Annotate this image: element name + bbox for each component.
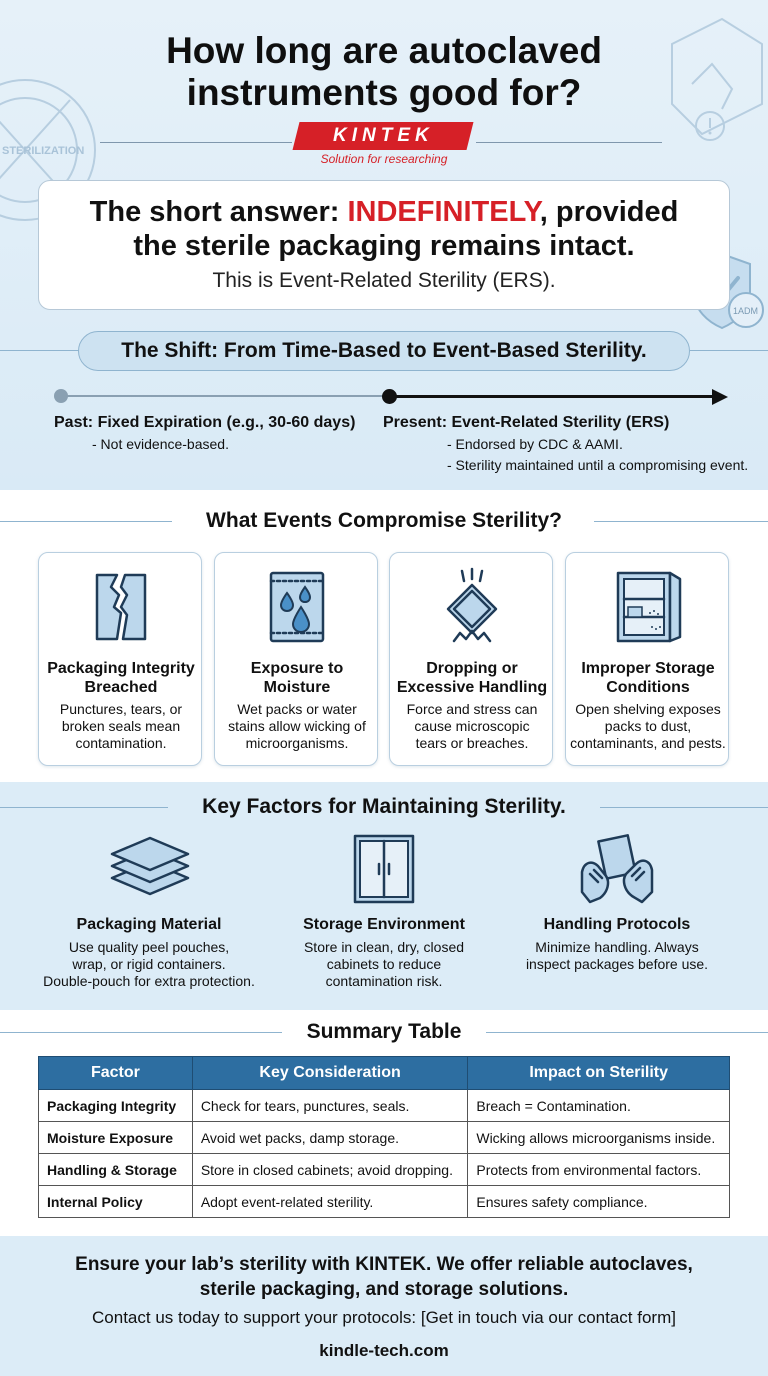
brand-name: KINTEK [332,125,434,146]
table-row [39,1186,730,1218]
factor-desc-line-3: Double-pouch for extra protection. [43,973,255,989]
event-desc-line-3: contamination. [75,735,167,751]
event-desc-line-2: cause microscopic [414,718,530,734]
timeline-present-title: Present: Event-Related Sterility (ERS) [383,414,670,431]
event-card-storage [565,552,729,766]
factor-description [24,939,274,990]
table-cell: Protects from environmental factors. [468,1154,730,1186]
event-title [570,659,726,697]
event-title-line-2: Moisture [263,679,331,696]
table-row [39,1154,730,1186]
event-title [394,659,550,697]
short-answer-prefix: The short answer: [89,196,348,228]
closed-cabinet-icon [339,832,429,908]
timeline-present-dot [382,389,397,404]
brand-tagline: Solution for researching [320,152,448,166]
column-header: Impact on Sterility [468,1057,730,1090]
table-cell: Handling & Storage [39,1154,193,1186]
table-cell: Store in closed cabinets; avoid dropping. [192,1154,468,1186]
factors-heading: Key Factors for Maintaining Sterility. [202,795,566,818]
svg-text:STERILIZATION: STERILIZATION [2,145,85,157]
timeline-past-segment [62,395,390,397]
footer-website-link[interactable]: kindle-tech.com [319,1341,449,1360]
table-cell: Wicking allows microorganisms inside. [468,1122,730,1154]
event-description [570,701,726,752]
table-row [39,1090,730,1122]
event-title-line-1: Dropping or [426,660,518,677]
ers-definition: This is Event-Related Sterility (ERS). [212,269,556,292]
table-cell: Packaging Integrity [39,1090,193,1122]
factor-description [492,939,742,973]
event-desc-line-3: microorganisms. [245,735,349,751]
event-title-line-2: Excessive Handling [396,679,548,696]
stacked-pouches-icon [104,832,194,908]
factor-desc-line-3: contamination risk. [325,973,443,989]
table-cell: Ensures safety compliance. [468,1186,730,1218]
water-drops-pouch-icon [257,567,337,647]
event-desc-line-3: tears or breaches. [415,735,529,751]
timeline-past-title: Past: Fixed Expiration (e.g., 30-60 days) [54,414,356,431]
event-card-moisture [214,552,378,766]
column-header: Factor [39,1057,193,1090]
table-header-row [39,1057,730,1090]
page-title-line-2: instruments good for? [186,72,582,113]
table-row [39,1122,730,1154]
shift-divider-left [0,350,80,351]
svg-text:1ADM: 1ADM [733,306,759,316]
event-description [394,701,550,752]
event-title-line-1: Improper Storage [581,660,715,677]
summary-table [38,1056,730,1218]
short-answer-text [39,195,729,263]
timeline-present-segment [390,395,716,398]
short-answer-line-2: the sterile packaging remains intact. [133,230,635,262]
short-answer-highlight: INDEFINITELY [347,196,540,228]
short-answer-card [38,180,730,310]
factor-desc-line-2: wrap, or rigid containers. [72,956,226,972]
timeline-present-note-1: - Endorsed by CDC & AAMI. [447,436,623,452]
footer-cta [0,1252,768,1302]
event-desc-line-1: Force and stress can [406,701,538,717]
timeline-present-note-2: - Sterility maintained until a compromising event. [447,457,749,473]
event-card-dropping [389,552,553,766]
factor-title: Handling Protocols [543,916,691,933]
logo-divider-right [476,142,662,143]
events-heading: What Events Compromise Sterility? [206,509,562,532]
factor-description [259,939,509,990]
table-cell: Check for tears, punctures, seals. [192,1090,468,1122]
footer-contact-link[interactable]: Contact us today to support your protocols: [Get in touch via our contact form] [92,1308,676,1327]
event-desc-line-3: contaminants, and pests. [570,735,726,751]
event-desc-line-2: stains allow wicking of [228,718,366,734]
shift-divider-right [690,350,768,351]
column-header: Key Consideration [192,1057,468,1090]
timeline-past-dot [54,389,68,403]
event-desc-line-1: Open shelving exposes [575,701,721,717]
gloved-hands-icon [572,832,662,908]
short-answer-rest: , provided [539,196,679,228]
event-desc-line-2: packs to dust, [604,718,692,734]
factor-desc-line-1: Use quality peel pouches, [68,939,230,955]
timeline-arrow-icon [712,389,728,405]
factor-packaging-material [24,832,274,990]
shift-heading-text: The Shift: From Time-Based to Event-Based Sterility. [121,339,647,362]
footer-cta-line-2: sterile packaging, and storage solutions. [199,1279,569,1300]
event-card-packaging [38,552,202,766]
factor-desc-line-1: Minimize handling. Always [535,939,699,955]
factor-handling-protocols [492,832,742,973]
factor-storage-environment [259,832,509,990]
table-cell: Adopt event-related sterility. [192,1186,468,1218]
factor-title: Packaging Material [76,916,222,933]
logo-divider-left [100,142,292,143]
open-shelving-icon [608,567,688,647]
event-desc-line-2: broken seals mean [61,718,181,734]
event-desc-line-1: Wet packs or water [237,701,357,717]
event-title [219,659,375,697]
event-title-line-2: Breached [84,679,158,696]
event-title-line-1: Packaging Integrity [47,660,195,677]
table-cell: Avoid wet packs, damp storage. [192,1122,468,1154]
event-title-line-2: Conditions [606,679,690,696]
summary-heading: Summary Table [306,1020,462,1043]
event-title [43,659,199,697]
page-title [0,30,768,114]
event-title-line-1: Exposure to [250,660,344,677]
table-cell: Moisture Exposure [39,1122,193,1154]
dropped-pack-icon [432,567,512,647]
factor-title: Storage Environment [303,916,465,933]
torn-pouch-icon [81,567,161,647]
footer-cta-line-1: Ensure your lab’s sterility with KINTEK. We offer reliable autoclaves, [75,1254,693,1275]
hero-section [0,0,768,490]
event-description [43,701,199,752]
page-title-line-1: How long are autoclaved [166,30,602,71]
shift-heading [78,331,690,371]
table-cell: Breach = Contamination. [468,1090,730,1122]
table-cell: Internal Policy [39,1186,193,1218]
factor-desc-line-1: Store in clean, dry, closed [303,939,465,955]
timeline-past-note: - Not evidence-based. [92,436,229,452]
event-desc-line-1: Punctures, tears, or [59,701,183,717]
factor-desc-line-2: inspect packages before use. [525,956,709,972]
factor-desc-line-2: cabinets to reduce [326,956,442,972]
brand-logo [293,122,474,150]
event-description [219,701,375,752]
